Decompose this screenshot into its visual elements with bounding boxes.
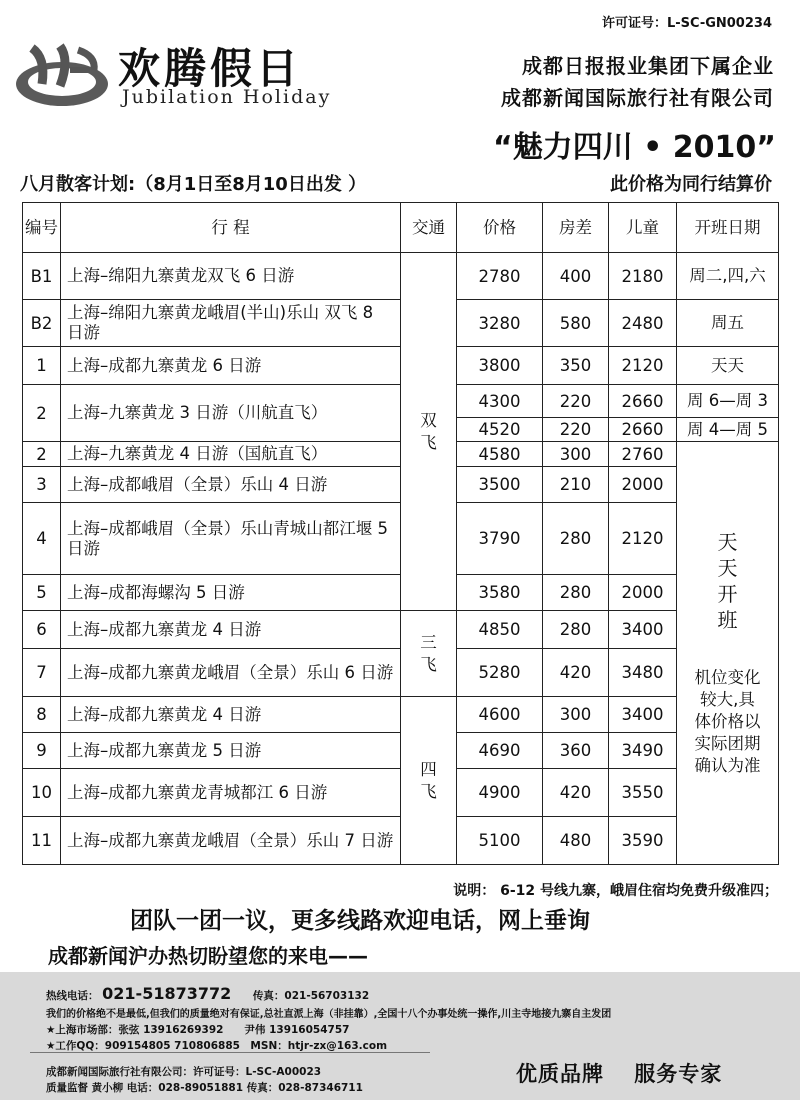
- guarantee-text: 我们的价格绝不是最低,但我们的质量绝对有保证,总社直派上海（非挂靠）,全国十八个办事处统一操作,川主寺地接九寨自主发团: [46, 1009, 612, 1020]
- market-contacts: ★上海市场部：张弦 13916269392 尹伟 13916054757: [46, 1024, 350, 1036]
- row-price: 3580: [457, 575, 543, 611]
- remark: 说明： 6-12 号线九寨，峨眉住宿均免费升级准四；: [453, 883, 778, 899]
- table-row: [23, 253, 779, 300]
- row-room-diff: 420: [543, 649, 609, 697]
- row-no: 3: [23, 467, 61, 503]
- row-child: 2480: [609, 300, 677, 347]
- header-no: 编号: [23, 203, 61, 253]
- row-route: 上海–成都九寨黄龙 5 日游: [61, 733, 401, 769]
- header-room-diff: 房差: [543, 203, 609, 253]
- brand-name-cn: 欢腾假日: [118, 44, 303, 93]
- row-price: 3500: [457, 467, 543, 503]
- row-price: 4690: [457, 733, 543, 769]
- row-route: 上海–绵阳九寨黄龙峨眉(半山)乐山 双飞 8 日游: [61, 300, 401, 347]
- row-child: 2180: [609, 253, 677, 300]
- row-child: 2660: [609, 385, 677, 418]
- slogan: “魅力四川 • 2010”: [493, 130, 776, 165]
- row-route: 上海–成都九寨黄龙峨眉（全景）乐山 7 日游: [61, 817, 401, 865]
- row-schedule: 周 6—周 3: [677, 385, 779, 418]
- header-child: 儿童: [609, 203, 677, 253]
- row-child: 3480: [609, 649, 677, 697]
- row-route: 上海–九寨黄龙 3 日游（川航直飞）: [61, 385, 401, 442]
- transport-triple: 三 飞: [401, 611, 457, 697]
- row-route: 上海–成都峨眉（全景）乐山青城山都江堰 5 日游: [61, 503, 401, 575]
- footer: [0, 972, 800, 1100]
- row-no: B1: [23, 253, 61, 300]
- company-license: 成都新闻国际旅行社有限公司：许可证号：L-SC-A00023: [46, 1066, 322, 1078]
- row-no: 2: [23, 385, 61, 442]
- plan-header: [20, 170, 772, 196]
- row-price: 4600: [457, 697, 543, 733]
- row-price: 4520: [457, 418, 543, 442]
- row-child: 3590: [609, 817, 677, 865]
- fax-number: 传真：021-56703132: [252, 990, 370, 1002]
- row-room-diff: 580: [543, 300, 609, 347]
- row-no: 8: [23, 697, 61, 733]
- row-schedule: 周五: [677, 300, 779, 347]
- header-price: 价格: [457, 203, 543, 253]
- row-schedule: 周二,四,六: [677, 253, 779, 300]
- qq-msn: ★工作QQ：909154805 710806885 MSN：htjr-zx@163.com: [46, 1040, 388, 1052]
- row-room-diff: 210: [543, 467, 609, 503]
- tagline-inquiry: 团队一团一议，更多线路欢迎电话，网上垂询: [130, 908, 590, 934]
- row-room-diff: 280: [543, 575, 609, 611]
- row-room-diff: 300: [543, 697, 609, 733]
- company-name: 成都新闻国际旅行社有限公司: [501, 86, 774, 110]
- row-no: 11: [23, 817, 61, 865]
- footer-divider: [30, 1052, 430, 1053]
- row-room-diff: 480: [543, 817, 609, 865]
- row-price: 4580: [457, 442, 543, 467]
- row-child: 2660: [609, 418, 677, 442]
- row-price: 2780: [457, 253, 543, 300]
- brand-name-en: Jubilation Holiday: [122, 86, 332, 108]
- header-transport: 交通: [401, 203, 457, 253]
- row-price: 4300: [457, 385, 543, 418]
- row-price: 3800: [457, 347, 543, 385]
- row-route: 上海–九寨黄龙 4 日游（国航直飞）: [61, 442, 401, 467]
- row-child: 2000: [609, 575, 677, 611]
- plan-title: 八月散客计划:（8月1日至8月10日出发 ）: [20, 174, 367, 195]
- header-schedule: 开班日期: [677, 203, 779, 253]
- row-price: 3280: [457, 300, 543, 347]
- schedule-note: [677, 442, 779, 865]
- row-price: 3790: [457, 503, 543, 575]
- transport-quad: 四 飞: [401, 697, 457, 865]
- row-route: 上海–成都峨眉（全景）乐山 4 日游: [61, 467, 401, 503]
- row-child: 3490: [609, 733, 677, 769]
- row-room-diff: 420: [543, 769, 609, 817]
- row-route: 上海–成都九寨黄龙青城都江 6 日游: [61, 769, 401, 817]
- row-child: 2760: [609, 442, 677, 467]
- row-price: 5100: [457, 817, 543, 865]
- row-no: B2: [23, 300, 61, 347]
- row-room-diff: 350: [543, 347, 609, 385]
- price-note: 此价格为同行结算价: [610, 174, 772, 195]
- row-price: 4850: [457, 611, 543, 649]
- row-child: 3400: [609, 611, 677, 649]
- row-schedule: 天天: [677, 347, 779, 385]
- daily-note: 天天开班: [717, 530, 738, 632]
- row-no: 6: [23, 611, 61, 649]
- quality-supervision: 质量监督 黄小柳 电话：028-89051881 传真：028-87346711: [46, 1082, 363, 1094]
- row-child: 2120: [609, 347, 677, 385]
- row-no: 2: [23, 442, 61, 467]
- hotline-number: 021-51873772: [102, 984, 232, 1003]
- row-no: 9: [23, 733, 61, 769]
- company-parent: 成都日报报业集团下属企业: [522, 54, 774, 78]
- brand-logo-icon: [12, 40, 112, 110]
- tagline-call: 成都新闻沪办热切盼望您的来电——: [48, 944, 368, 968]
- row-child: 3400: [609, 697, 677, 733]
- row-route: 上海–成都海螺沟 5 日游: [61, 575, 401, 611]
- row-price: 5280: [457, 649, 543, 697]
- row-no: 1: [23, 347, 61, 385]
- transport-double: 双 飞: [401, 253, 457, 611]
- row-room-diff: 400: [543, 253, 609, 300]
- row-route: 上海–成都九寨黄龙峨眉（全景）乐山 6 日游: [61, 649, 401, 697]
- license-number: 许可证号：L-SC-GN00234: [601, 16, 772, 31]
- row-no: 4: [23, 503, 61, 575]
- row-room-diff: 220: [543, 418, 609, 442]
- row-room-diff: 360: [543, 733, 609, 769]
- row-room-diff: 220: [543, 385, 609, 418]
- row-room-diff: 280: [543, 611, 609, 649]
- table-row: [23, 611, 779, 649]
- row-route: 上海–成都九寨黄龙 4 日游: [61, 697, 401, 733]
- row-child: 2000: [609, 467, 677, 503]
- row-no: 10: [23, 769, 61, 817]
- hotline-row: [46, 984, 369, 1003]
- row-no: 7: [23, 649, 61, 697]
- itinerary-table: [22, 202, 779, 865]
- row-room-diff: 280: [543, 503, 609, 575]
- table-row: [23, 697, 779, 733]
- quality-slogan: 优质品牌 服务专家: [516, 1062, 723, 1086]
- row-child: 3550: [609, 769, 677, 817]
- row-schedule: 周 4—周 5: [677, 418, 779, 442]
- header-route: 行 程: [61, 203, 401, 253]
- row-route: 上海–成都九寨黄龙 6 日游: [61, 347, 401, 385]
- row-no: 5: [23, 575, 61, 611]
- hotline-label: 热线电话：: [46, 990, 99, 1002]
- row-route: 上海–绵阳九寨黄龙双飞 6 日游: [61, 253, 401, 300]
- row-price: 4900: [457, 769, 543, 817]
- row-route: 上海–成都九寨黄龙 4 日游: [61, 611, 401, 649]
- row-room-diff: 300: [543, 442, 609, 467]
- row-child: 2120: [609, 503, 677, 575]
- flight-note: 机位变化较大,具体价格以实际团期确认为准: [694, 668, 761, 775]
